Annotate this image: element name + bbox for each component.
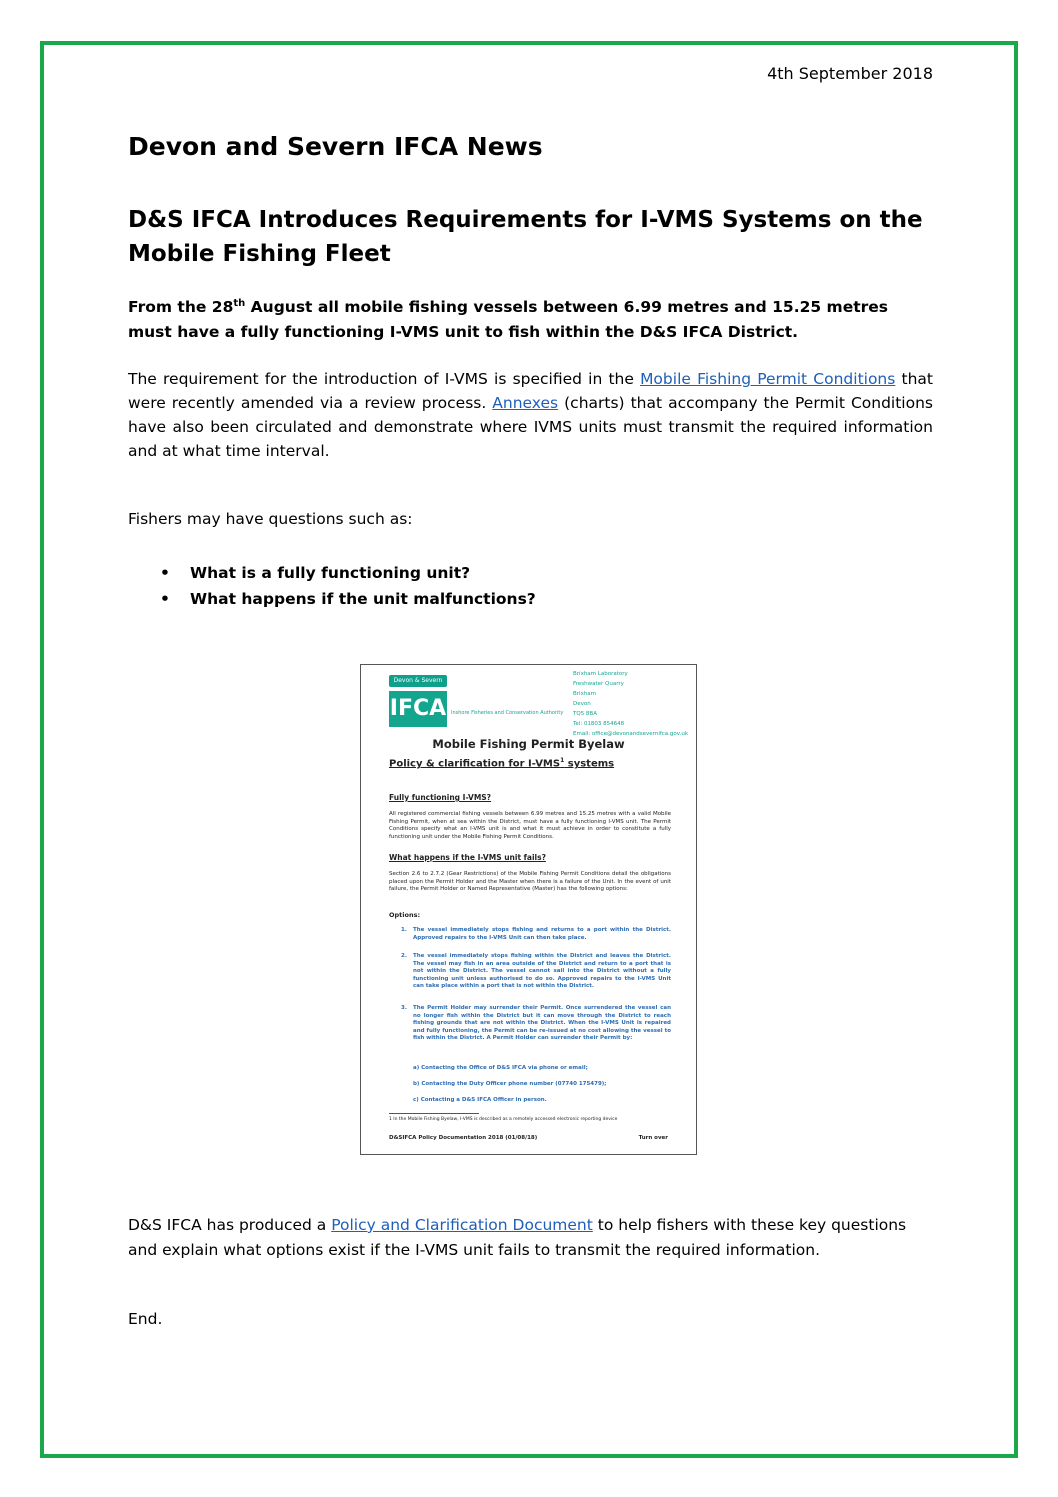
end-text: End.	[128, 1310, 163, 1328]
option-number: 2.	[401, 953, 407, 959]
date: 4th September 2018	[767, 64, 933, 83]
footnote-rule	[389, 1113, 479, 1114]
thumb-footnote: 1 In the Mobile Fishing Byelaw, I-VMS is described as a remotely accessed electronic reporting device	[389, 1117, 618, 1122]
lead-sup: th	[233, 297, 246, 309]
logo-top-text: Devon & Severn	[389, 675, 447, 687]
annexes-link[interactable]: Annexes	[492, 394, 559, 412]
logo-main-text: IFCA	[389, 691, 447, 727]
permit-conditions-link[interactable]: Mobile Fishing Permit Conditions	[640, 370, 896, 388]
intro-paragraph	[128, 367, 933, 463]
para3-text-1: D&S IFCA has produced a	[128, 1216, 332, 1234]
thumb-title: Mobile Fishing Permit Byelaw	[432, 737, 625, 751]
address-line: Email: office@devonandsevernifca.gov.uk	[573, 731, 689, 737]
thumb-suboption: b) Contacting the Duty Officer phone number (07740 175479);	[413, 1081, 607, 1087]
closing-paragraph	[128, 1213, 938, 1263]
option-text: The vessel immediately stops fishing within the District and leaves the District. The vessel may fish in an area outside of the District and return to a port that is not within the District. The vessel cannot sail into the District without a fully functioning unit unless authorised to do so. Approved repairs to the I-VMS Unit can take place within a port that is not within the District.	[413, 953, 671, 989]
ifca-logo	[389, 675, 447, 729]
list-item: • What happens if the unit malfunctions?	[160, 586, 536, 612]
thumb-options-label: Options:	[389, 911, 421, 919]
address-line: TQ5 8BA	[573, 711, 597, 717]
address-line: Freshwater Quarry	[573, 681, 624, 687]
list-item: • What is a fully functioning unit?	[160, 560, 536, 586]
para1-text-2: that were recently amended via a review process.	[128, 370, 933, 412]
thumb-heading-1: Fully functioning I-VMS?	[389, 793, 492, 802]
thumb-paragraph-1: All registered commercial fishing vessels between 6.99 metres and 15.25 metres with a valid Mobile Fishing Permit, when at sea within the District, must have a fully functioning I-VMS unit. The Permit Conditions specify what an I-VMS unit is and what it must achieve in order to constitute a fully functioning unit under the Mobile Fishing Permit Conditions.	[389, 811, 671, 840]
option-number: 1.	[401, 927, 407, 933]
address-line: Devon	[573, 701, 591, 707]
thumb-subtitle	[389, 757, 614, 769]
thumb-footer-right: Turn over	[638, 1135, 668, 1141]
thumb-heading-2: What happens if the I-VMS unit fails?	[389, 853, 546, 862]
thumb-subtitle-post: systems	[564, 758, 615, 770]
thumb-option	[401, 1005, 671, 1055]
para1-text-3: (charts) that accompany the Permit Conditions have also been circulated and demonstrate where IVMS units must transmit the required information and at what time interval.	[128, 394, 933, 460]
para1-text-1: The requirement for the introduction of I-VMS is specified in the	[128, 370, 641, 388]
thumb-footer-left: D&SIFCA Policy Documentation 2018 (01/08/18)	[389, 1135, 538, 1141]
address-line: Brixham	[573, 691, 597, 697]
thumb-subtitle-sup: 1	[560, 757, 565, 764]
thumb-option	[401, 927, 671, 945]
policy-document-thumbnail	[360, 664, 697, 1155]
lead-post: August all mobile fishing vessels between 6.99 metres and 15.25 metres must have a fully functioning I-VMS unit to fish within the D&S IFCA District.	[128, 298, 889, 341]
lead-paragraph	[128, 295, 933, 345]
headline: D&S IFCA Introduces Requirements for I-VMS Systems on the Mobile Fishing Fleet	[128, 207, 923, 267]
lead-pre: From the 28	[128, 298, 234, 316]
address-line: Tel: 01803 854648	[573, 721, 625, 727]
news-title: Devon and Severn IFCA News	[128, 132, 543, 161]
address-line: Brixham Laboratory	[573, 671, 628, 677]
option-text: The vessel immediately stops fishing and returns to a port within the District. Approved repairs to the I-VMS Unit can then take place.	[413, 927, 671, 941]
thumb-option	[401, 953, 671, 995]
thumb-suboption: a) Contacting the Office of D&S IFCA via phone or email;	[413, 1065, 588, 1071]
questions-intro: Fishers may have questions such as:	[128, 510, 413, 528]
option-text: The Permit Holder may surrender their Permit. Once surrendered the vessel can no longer fish within the District but it can move through the District to reach fishing grounds that are not within the District. When the I-VMS Unit is repaired and fully functioning, the Permit can be re-issued at no cost allowing the vessel to fish within the District. A Permit Holder can surrender their Permit by:	[413, 1005, 671, 1041]
thumb-suboption: c) Contacting a D&S IFCA Officer in person.	[413, 1097, 547, 1103]
thumb-subtitle-pre: Policy & clarification for I-VMS	[389, 758, 561, 770]
question-list	[160, 560, 536, 612]
option-number: 3.	[401, 1005, 407, 1011]
policy-document-link[interactable]: Policy and Clarification Document	[331, 1216, 593, 1234]
thumb-paragraph-2: Section 2.6 to 2.7.2 (Gear Restrictions) of the Mobile Fishing Permit Conditions detail the obligations placed upon the Permit Holder and the Master when there is a failure of the Unit. In the event of unit failure, the Permit Holder or Named Representative (Master) has the following options:	[389, 871, 671, 892]
address-block	[573, 669, 688, 739]
para3-text-2: to help fishers with these key questions and explain what options exist if the I-VMS unit fails to transmit the required information.	[128, 1216, 907, 1259]
logo-subtitle: Inshore Fisheries and Conservation Authority	[451, 710, 564, 716]
